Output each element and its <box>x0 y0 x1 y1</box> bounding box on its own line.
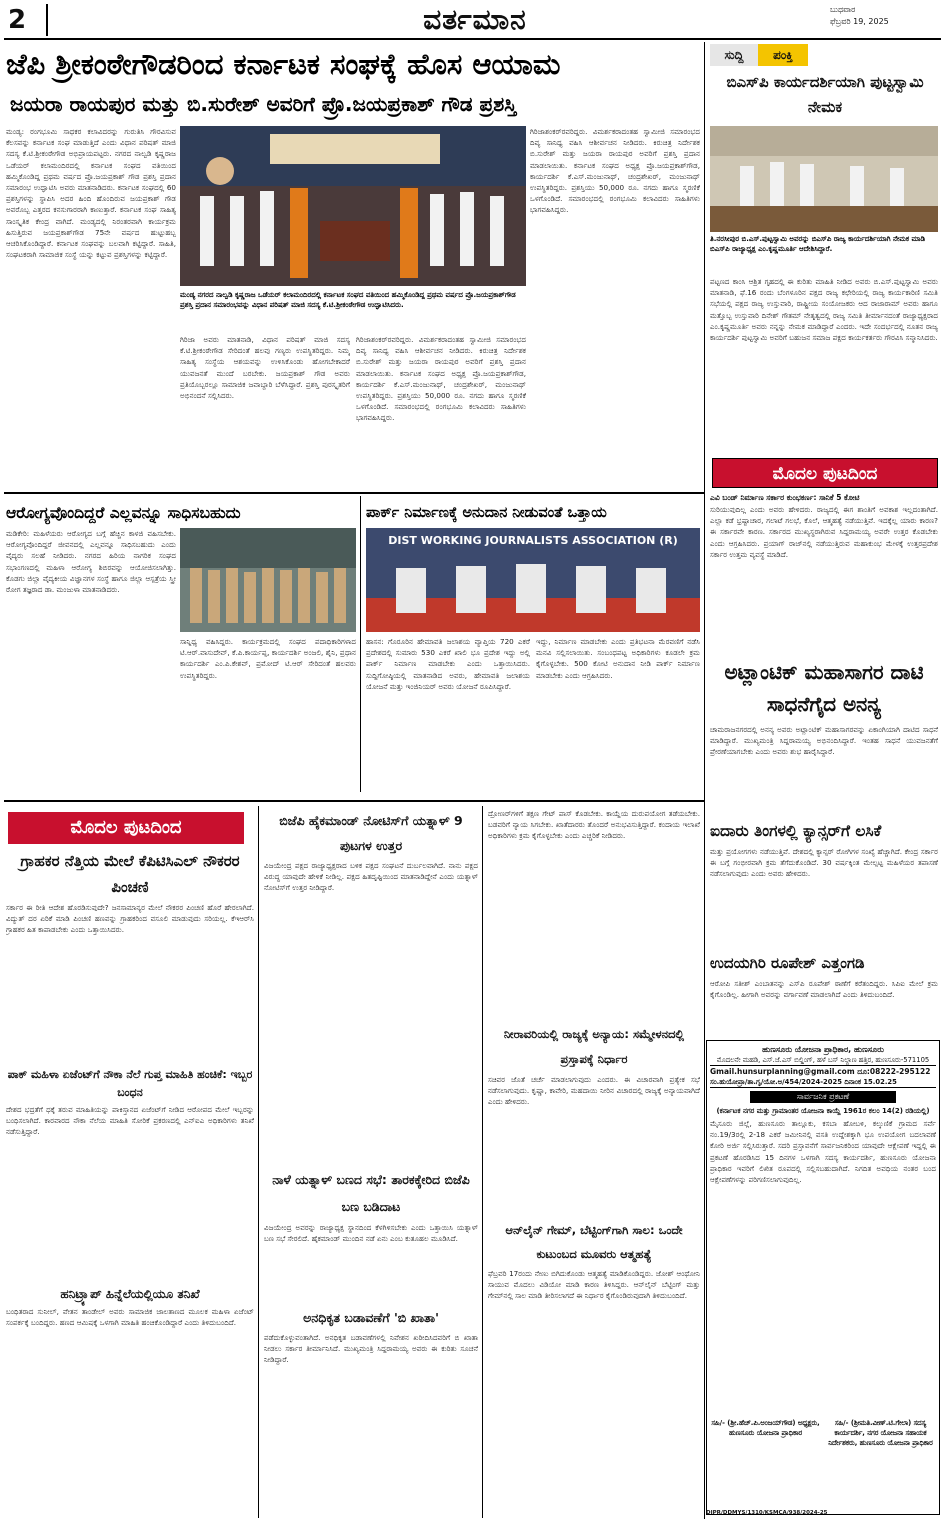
first-page-band-right: ಮೊದಲ ಪುಟದಿಂದ <box>712 458 938 488</box>
yatnal-meeting-headline: ನಾಳೆ ಯತ್ನಾಳ್ ಬಣದ ಸಭೆ: ತಾರಕಕ್ಕೇರಿದ ಬಿಜೆಪಿ ಬಣ ಬಡಿದಾಟ <box>272 1172 470 1214</box>
sidebar-photo-caption: ತಿ.ನರಸೀಪುರ ಬಿ.ಎಸ್.ಪುಟ್ಟಸ್ವಾಮಿ ಅವರನ್ನು ಬಿಎಸ್‌ಪಿ ರಾಜ್ಯ ಕಾರ್ಯದರ್ಶಿಯಾಗಿ ನೇಮಕ ಮಾಡಿ ಬಿಎಸ್‌ಪಿ ರಾಜ್ಯಾಧ್ಯಕ್ಷ ಎಂ.ಕೃಷ್ಣಮೂರ್ತಿ ಆದೇಶಿಸಿದ್ದಾರೆ. <box>710 235 926 253</box>
lead-body-col2: ಗಿರಿಜಾ ಅವರು ಮಾತನಾಡಿ, ವಿಧಾನ ಪರಿಷತ್ ಮಾಜಿ ಸದಸ್ಯ ಕೆ.ಟಿ.ಶ್ರೀಕಂಠೇಗೌಡ ಸೇರಿದಂತೆ ಹಲವು ಗಣ್ಯರು ಉಪಸ್ಥಿತರಿದ್ದರು. ನಿಮ್ಮ ಸಾಹಿತ್ಯ ಸಂಸ್ಥೆಯ ಆಶಯವನ್ನು ಉಳಿಸಿಕೊಂಡು ಹೋಗಬೇಕಾದರೆ ಯುವಜನತೆ ಮುಂದೆ ಬರಬೇಕು. ಜಯಪ್ರಕಾಶ್ ಗೌಡ ಅವರು ಪ್ರತಿಯೊಬ್ಬರಲ್ಲೂ ಸಾಮಾಜಿಕ ಜವಾಬ್ದಾರಿ ಬೆಳೆಸಿದ್ದಾರೆ. ಪ್ರಶಸ್ತಿ ಪುರಸ್ಕೃತರಿಗೆ ಅಭಿನಂದನೆ ಸಲ್ಲಿಸಿದರು. <box>180 335 350 401</box>
public-notice <box>706 1040 940 1515</box>
rupesh-headline: ಉದಯಗಿರಿ ರೂಪೇಶ್ ಎತ್ತಂಗಡಿ <box>710 954 865 972</box>
health-body-col2: ಸಾನ್ನಿಧ್ಯ ವಹಿಸಿದ್ದರು. ಕಾರ್ಯಕ್ರಮದಲ್ಲಿ ಸಂಘದ ಪದಾಧಿಕಾರಿಗಳಾದ ಟಿ.ಆರ್.ವಾಸುದೇವ್, ಕೆ.ಪಿ.ಕಾರ್ಯಪ್ಪ, ಕಾರ್ಯದರ್ಶಿ ಅಂಜಲಿ, ಶೈನಿ, ಪ್ರಧಾನ ಕಾರ್ಯದರ್ಶಿ ಎಂ.ಪಿ.ಕೇಶವ್, ಪ್ರಮೋದ್ ಟಿ.ಆರ್ ಸೇರಿದಂತೆ ಹಲವರು ಉಪಸ್ಥಿತರಿದ್ದರು. <box>180 637 356 680</box>
park-photo <box>366 528 700 632</box>
header-day: ಬುಧವಾರ <box>830 5 856 14</box>
sidebar-label-pankti: ಪಂಕ್ತಿ <box>758 44 808 66</box>
notice-ref: ಸಂ.ಹುಯೋಪ್ರಾ/ತಾ.ಗೃ/ಯೋ.ಅ/454/2024-2025 ದಿನಾಂಕ 15.02.25 <box>710 1077 936 1088</box>
park-body-col1: ಹಾಸನ: ಗೊರೂರಿನ ಹೇಮಾವತಿ ಜಲಾಶಯ ವ್ಯಾಪ್ತಿಯ 720 ಎಕರೆ ಪ್ರದೇಶದಲ್ಲಿ ಸುಮಾರು 530 ಎಕರೆ ಖಾಲಿ ಭೂ ಪ್ರದೇಶ ಇದ್ದು ಅಲ್ಲಿ ಪಾರ್ಕ್ ನಿರ್ಮಾಣ ಮಾಡಬೇಕು ಎಂದು ಒತ್ತಾಯಿಸಿದರು. ಸುದ್ದಿಗೋಷ್ಠಿಯಲ್ಲಿ ಮಾತನಾಡಿದ ಅವರು, ಹೇಮಾವತಿ ಜಲಾಶಯ ಯೋಜನೆ ಮತ್ತು ಇಂಜಿನಿಯರ್ ಅವರು ಯೋಜನೆ ರೂಪಿಸಿದ್ದಾರೆ. <box>366 637 530 691</box>
sidebar-mid-lead-headline: ಎವಿ ಬಂಡ್ ನಿರ್ಮಾಣ ಸರ್ಕಾರ ಕುಂಭಕರ್ಣ: ಸಾನಿಕೆ 5 ಕೋಟಿ <box>710 493 860 502</box>
notice-address: ಮೊದಲನೇ ಮಹಡಿ, ಎಸ್.ಜೆ.ಎಸ್ ಬಿಲ್ಡಿಂಗ್, ಹಳೆ ಬಸ್ ನಿಲ್ದಾಣ ಹತ್ತಿರ, ಹುಣಸೂರು-571105 <box>716 1056 930 1064</box>
health-photo <box>180 528 356 632</box>
park-body-col2: ಇದ್ದು, ನಿರ್ಮಾಣ ಮಾಡಬೇಕು ಎಂದು ಪ್ರತಿಭಟನಾ ಮೆರವಣಿಗೆ ನಡೆಸಿ ಮನವಿ ಸಲ್ಲಿಸಲಾಯಿತು. ಸಂಬಂಧಪಟ್ಟ ಅಧಿಕಾರಿಗಳು ಕೂಡಲೇ ಕ್ರಮ ಕೈಗೊಳ್ಳಬೇಕು. 500 ಕೋಟಿ ಅನುದಾನ ನೀಡಿ ಪಾರ್ಕ್ ನಿರ್ಮಾಣ ಮಾಡಬೇಕು ಎಂದು ಆಗ್ರಹಿಸಿದರು. <box>536 637 700 680</box>
honeytrap-headline: ಹನಿಟ್ರ್ಯಾಪ್ ಹಿನ್ನೆಲೆಯಲ್ಲಿಯೂ ತನಿಖೆ <box>60 1287 200 1301</box>
sidebar-mid-lead-body: ಸುರಿಯುವುದಿಲ್ಲ ಎಂದು ಅವರು ಹೇಳಿದರು. ರಾಜ್ಯದಲ್ಲಿ ಈಗ ಶಾಂತಿಗೆ ಅವಕಾಶ ಇಲ್ಲದಂತಾಗಿದೆ. ಎಲ್ಲಾ ಕಡೆ ಭ್ರಷ್ಟಾಚಾರ, ಗಲಾಟೆ ಗಲಭೆ, ಕೊಲೆ, ಆತ್ಮಹತ್ಯೆ ನಡೆಯುತ್ತಿವೆ. ಇದಕ್ಕೆಲ್ಲ ಯಾರು ಕಾರಣ? ಈ ಸರ್ಕಾರವೇ ಕಾರಣ. ಸರ್ಕಾರದ ಮುಖ್ಯಸ್ಥರಾಗಿರುವ ಸಿದ್ದರಾಮಯ್ಯ ಅವರೇ ಉತ್ತರ ಕೊಡಬೇಕು ಎಂದು ಆಗ್ರಹಿಸಿದರು. ಪ್ರಯಾಗ್ ರಾಜ್‌ನಲ್ಲಿ ನಡೆಯುತ್ತಿರುವ ಮಹಾಕುಂಭ ಮೇಳಕ್ಕೆ ಉತ್ತರಪ್ರದೇಶ ಸರ್ಕಾರ ಉತ್ತಮ ವ್ಯವಸ್ಥೆ ಮಾಡಿದೆ. <box>710 505 938 559</box>
atlantic-body: ಚಾಮರಾಜನಗರದಲ್ಲಿ ಅನನ್ಯ ಅವರು ಅಟ್ಲಾಂಟಿಕ್ ಮಹಾಸಾಗರವನ್ನು ಏಕಾಂಗಿಯಾಗಿ ದಾಟಿದ ಸಾಧನೆ ಮಾಡಿದ್ದಾರೆ. ಮುಖ್ಯಮಂತ್ರಿ ಸಿದ್ದರಾಮಯ್ಯ ಅಭಿನಂದಿಸಿದ್ದಾರೆ. ಇಂತಹ ಸಾಧನೆ ಯುವಜನತೆಗೆ ಪ್ರೇರಣೆಯಾಗಬೇಕು ಎಂದು ಅವರು ಶುಭ ಹಾರೈಸಿದ್ದಾರೆ. <box>710 725 938 757</box>
association-banner-text: DIST WORKING JOURNALISTS ASSOCIATION (R) <box>388 534 678 547</box>
notice-org: ಹುಣಸೂರು ಯೋಜನಾ ಪ್ರಾಧಿಕಾರ, ಹುಣಸೂರು <box>762 1045 884 1054</box>
lead-body-col4: ಗಿರಿಜಾಶಂಕರ್‌ರವರಿದ್ದರು. ವಿಮರ್ಶಕರಾದಂತಹ ಸ್ವಾಮೀಜಿ ಸಮಾರಂಭದ ದಿವ್ಯ ಸಾನಿಧ್ಯ ವಹಿಸಿ ಆಶೀರ್ವಚನ ನೀಡಿದರು. ಕಿರುಚಿತ್ರ ನಿರ್ದೇಶಕ ಬಿ.ಸುರೇಶ್ ಮತ್ತು ಜಯರಾ ರಾಯಪುರ ಅವರಿಗೆ ಪ್ರಶಸ್ತಿ ಪ್ರದಾನ ಮಾಡಲಾಯಿತು. ಕರ್ನಾಟಕ ಸಂಘದ ಅಧ್ಯಕ್ಷ ಪ್ರೊ.ಜಯಪ್ರಕಾಶ್‌ಗೌಡ, ಕಾರ್ಯದರ್ಶಿ ಕೆ.ಎಸ್.ಮಂಜುನಾಥ್, ಚಂದ್ರಶೇಖರ್, ಮಂಜುನಾಥ್ ಉಪಸ್ಥಿತರಿದ್ದರು. ಪ್ರಶಸ್ತಿಯು 50,000 ರೂ. ನಗದು ಹಾಗೂ ಸ್ಮರಣಿಕೆ ಒಳಗೊಂಡಿದೆ. ಸಮಾರಂಭದಲ್ಲಿ ರಂಗಭೂಮಿ ಕಲಾವಿದರು ಸಾಹಿತಿಗಳು ಭಾಗವಹಿಸಿದ್ದರು. <box>530 127 700 215</box>
masthead: ವರ್ತಮಾನ <box>423 3 527 36</box>
pension-headline: ಗ್ರಾಹಕರ ನೆತ್ತಿಯ ಮೇಲೆ ಕೆಪಿಟಿಸಿಎಲ್ ನೌಕರರ ಪಿಂಚಣಿ <box>20 852 240 896</box>
b-khata-headline: ಅನಧಿಕೃತ ಬಡಾವಣೆಗೆ 'ಬಿ ಖಾತಾ' <box>303 1310 439 1325</box>
notice-subtitle: (ಕರ್ನಾಟಕ ನಗರ ಮತ್ತು ಗ್ರಾಮಾಂತರ ಯೋಜನಾ ಕಾಯ್ದೆ 1961ರ ಕಲಂ 14(2) ರಡಿಯಲ್ಲಿ) <box>716 1107 930 1115</box>
women-group-photo <box>180 528 356 632</box>
notice-signature-1: ಸಹಿ/- (ಶ್ರೀ.ಹೆಚ್.ಪಿ.ಅಂಜಯ್‌ಗೌಡ) ಅಧ್ಯಕ್ಷರು, ಹುಣಸೂರು ಯೋಜನಾ ಪ್ರಾಧಿಕಾರ <box>711 1419 820 1437</box>
lead-photo <box>180 126 526 286</box>
irrigation-body: ಸಚಿವರ ಜೊತೆ ಚರ್ಚೆ ಮಾಡಲಾಗುವುದು ಎಂದರು. ಈ ವಿಚಾರವಾಗಿ ಪ್ರತ್ಯೇಕ ಸಭೆ ನಡೆಸಲಾಗುವುದು. ಕೃಷ್ಣಾ, ಕಾವೇರಿ, ಮಹದಾಯಿ ನೀರಿನ ವಿಚಾರದಲ್ಲಿ ರಾಜ್ಯಕ್ಕೆ ಅನ್ಯಾಯವಾಗಿದೆ ಎಂದು ಹೇಳಿದರು. <box>488 1075 700 1107</box>
lead-body-col1: ಮಂಡ್ಯ: ರಂಗಭೂಮಿ ಸಾಧಕರ ಕಲಾವಿದರನ್ನು ಗುರುತಿಸಿ ಗೌರವಿಸುವ ಕೆಲಸವನ್ನು ಕರ್ನಾಟಕ ಸಂಘ ಮಾಡುತ್ತಿದೆ ಎಂದು ವಿಧಾನ ಪರಿಷತ್ ಮಾಜಿ ಸದಸ್ಯ ಕೆ.ಟಿ.ಶ್ರೀಕಂಠೇಗೌಡ ಅಭಿಪ್ರಾಯಪಟ್ಟರು. ನಗರದ ನಾಲ್ವಡಿ ಕೃಷ್ಣರಾಜ ಒಡೆಯರ್ ಕಲಾಮಂದಿರದಲ್ಲಿ ಕರ್ನಾಟಕ ಸಂಘದ ವತಿಯಿಂದ ಹಮ್ಮಿಕೊಂಡಿದ್ದ ಪ್ರಥಮ ವರ್ಷದ ಪ್ರೊ.ಜಯಪ್ರಕಾಶ್ ಗೌಡ ಪ್ರಶಸ್ತಿ ಪ್ರದಾನ ಸಮಾರಂಭ ಉದ್ಘಾಟಿಸಿ ಅವರು ಮಾತನಾಡಿದರು. ಕರ್ನಾಟಕ ಸಂಘದಲ್ಲಿ 60 ಪ್ರಶಸ್ತಿಗಳನ್ನು ಸ್ಥಾಪಿಸಿ ಅದರ ಹಿಂದಿ ಹೊಂದಿರುವ ಜಯಪ್ರಕಾಶ್ ಗೌಡ ಅವರೊಬ್ಬ ಎತ್ತರದ ಕನಸುಗಾರರಾಗಿ ಕಾಣುತ್ತಾರೆ. ಕರ್ನಾಟಕ ಸಂಘ ಸಾಹಿತ್ಯ ಸಾಂಸ್ಕೃತಿಕ ಕೇಂದ್ರ ವಾಗಿದೆ. ಮಂಡ್ಯದಲ್ಲಿ ನಿರಂತರವಾಗಿ ಕಾರ್ಯಕ್ರಮ ಹಿಸುತ್ತಿರುವ ಜಯಪ್ರಕಾಶ್‌ಗೌಡ 75ನೇ ವರ್ಷದ ಹುಟ್ಟುಹಬ್ಬ ಆಚರಿಸಿಕೊಂಡಿದ್ದಾರೆ. ಕರ್ನಾಟಕ ಸಂಘವನ್ನು ಬಲವಾಗಿ ಕಟ್ಟಿದ್ದಾರೆ. ಸಾಹಿತಿ, ಸಂಘಟಕರಾಗಿ ಸಾಮಾಜಿಕ ಸಂಸ್ಥೆ ಯನ್ನು ಕಟ್ಟುವ ಪ್ರಶಸ್ತಿಗಳನ್ನು ಕಟ್ಟಿದ್ದಾರೆ. <box>6 127 176 260</box>
bottom-top-rule <box>4 800 704 802</box>
header-rule <box>4 38 941 40</box>
page-number: 2 <box>8 4 48 36</box>
bsp-meeting-photo <box>710 126 938 232</box>
khata-continued-body: ದ್ರೋಣರ್‌ಗಳಿಗೆ ತಕ್ಷಣ ಗೇಟ್ ಪಾಸ್ ಕೊಡಬೇಕು. ಕಾಯ್ದೆಯ ದುರುಪಯೋಗ ತಡೆಯಬೇಕು. ಬಡವರಿಗೆ ನ್ಯಾಯ ಸಿಗಬೇಕು. ಖಾತೆದಾರರು ತೊಂದರೆ ಅನುಭವಿಸುತ್ತಿದ್ದಾರೆ. ಕಂದಾಯ ಇಲಾಖೆ ಅಧಿಕಾರಿಗಳು ಕ್ರಮ ಕೈಗೊಳ್ಳಬೇಕು ಎಂದು ಎಚ್ಚರಿಕೆ ನೀಡಿದರು. <box>488 809 700 841</box>
online-game-body: ಫೆಬ್ರವರಿ 17ರಂದು ನೇಣು ಬಿಗಿದುಕೊಂಡು ಆತ್ಮಹತ್ಯೆ ಮಾಡಿಕೊಂಡಿದ್ದರು. ಜೋಶ್ ಆಂಥೋನಿ ಸಾಯುವ ಮೊದಲು ವಿಡಿಯೋ ಮಾಡಿ ಕಾರಣ ತಿಳಿಸಿದ್ದರು. ಆನ್‌ಲೈನ್ ಬೆಟ್ಟಿಂಗ್ ಮತ್ತು ಗೇಮ್‌ನಲ್ಲಿ ಸಾಲ ಮಾಡಿ ತೀರಿಸಲಾಗದೆ ಈ ನಿರ್ಧಾರ ಕೈಗೊಂಡಿರುವುದಾಗಿ ತಿಳಿದುಬಂದಿದೆ. <box>488 1269 700 1301</box>
health-headline: ಆರೋಗ್ಯವೊಂದಿದ್ದರೆ ಎಲ್ಲವನ್ನೂ ಸಾಧಿಸಬಹುದು <box>6 504 241 522</box>
b-khata-body: ಪಡೆದುಕೊಳ್ಳುವಂತಾಗಿದೆ. ಅನಧಿಕೃತ ಬಡಾವಣೆಗಳಲ್ಲಿ ನಿವೇಶನ ಖರೀದಿಸಿದವರಿಗೆ ಬಿ ಖಾತಾ ನೀಡಲು ಸರ್ಕಾರ ತೀರ್ಮಾನಿಸಿದೆ. ಮುಖ್ಯಮಂತ್ರಿ ಸಿದ್ದರಾಮಯ್ಯ ಅವರು ಈ ಕುರಿತು ಸೂಚನೆ ನೀಡಿದ್ದಾರೆ. <box>264 1333 478 1365</box>
yatnal-meeting-body: ವಿಜಯೇಂದ್ರ ಅವರನ್ನು ರಾಜ್ಯಾಧ್ಯಕ್ಷ ಸ್ಥಾನದಿಂದ ಕೆಳಗಿಳಿಸಬೇಕು ಎಂದು ಒತ್ತಾಯಿಸಿ ಯತ್ನಾಳ್ ಬಣ ಸಭೆ ಸೇರಲಿದೆ. ಹೈಕಮಾಂಡ್ ಮುಂದಿನ ನಡೆ ಏನು ಎಂಬ ಕುತೂಹಲ ಮೂಡಿಸಿದೆ. <box>264 1223 478 1244</box>
header-date: ಫೆಬ್ರವರಿ 19, 2025 <box>830 17 889 26</box>
atlantic-headline: ಅಟ್ಲಾಂಟಿಕ್ ಮಹಾಸಾಗರ ದಾಟಿ ಸಾಧನೆಗೈದ ಅನನ್ಯ <box>724 660 924 716</box>
sidebar-body: ಪಟ್ಟಣದ ಕಾಂಸಿ ಆಶ್ರಿತ ಗೃಹದಲ್ಲಿ ಈ ಕುರಿತು ಮಾಹಿತಿ ನೀಡಿದ ಅವರು ಬಿ.ಎಸ್.ಪುಟ್ಟಸ್ವಾಮಿ ಅವರು ಮಾತನಾಡಿ, ಫೆ.16 ರಂದು ಬೆಂಗಳೂರಿನ ಪಕ್ಷದ ರಾಜ್ಯ ಕಛೇರಿಯಲ್ಲಿ ರಾಜ್ಯ ಕಾರ್ಯಕಾರಿಣಿ ಸಮಿತಿ ಸಭೆಯಲ್ಲಿ ಪಕ್ಷದ ರಾಜ್ಯ ಉಸ್ತುವಾರಿ, ರಾಷ್ಟ್ರೀಯ ಸಂಯೋಜಕರು ಆದ ರಾಜಾರಾಮ್ ಅವರು ಹಾಗೂ ಮತ್ತೊಬ್ಬ ಉಸ್ತುವಾರಿ ದಿನೇಶ್ ಗೌತಮ್ ನೇತೃತ್ವದಲ್ಲಿ ರಾಜ್ಯ ಸಮಿತಿ ತೀರ್ಮಾನದಂತೆ ರಾಜ್ಯಾಧ್ಯಕ್ಷರಾದ ಎಂ.ಕೃಷ್ಣಮೂರ್ತಿ ಅವರು ನನ್ನನ್ನು ನೇಮಕ ಮಾಡಿದ್ದಾರೆ ಎಂದರು. ಇದೇ ಸಂದರ್ಭದಲ್ಲಿ ನೂತನ ರಾಜ್ಯ ಕಾರ್ಯದರ್ಶಿ ಪುಟ್ಟಸ್ವಾಮಿ ಅವರಿಗೆ ಬಹುಜನ ಸಮಾಜ ಪಕ್ಷದ ಕಾರ್ಯಕರ್ತರು ಗೌರವಿಸಿ ಸನ್ಮಾನಿಸಿದರು. <box>710 277 938 343</box>
notice-title: ಸಾರ್ವಜನಿಕ ಪ್ರಕಟಣೆ <box>750 1091 896 1103</box>
pension-body: ಸರ್ಕಾರ ಈ ರೀತಿ ಆದೇಶ ಹೊರಡಿಸುವುದೇ? ಜನಸಾಮಾನ್ಯರ ಮೇಲೆ ನೌಕರರ ಪಿಂಚಣಿ ಹೊರೆ ಹೇರಲಾಗಿದೆ. ವಿದ್ಯುತ್ ದರ ಏರಿಕೆ ಮಾಡಿ ಪಿಂಚಣಿ ಹಣವನ್ನು ಗ್ರಾಹಕರಿಂದ ವಸೂಲಿ ಮಾಡುವುದು ಸರಿಯಲ್ಲ. ಕೆಇಆರ್‌ಸಿ ಗ್ರಾಹಕರ ಹಿತ ಕಾಪಾಡಬೇಕು ಎಂದು ಒತ್ತಾಯಿಸಿದರು. <box>6 903 254 935</box>
cancer-body: ಮತ್ತು ಪ್ರಯೋಗಗಳು ನಡೆಯುತ್ತಿವೆ. ದೇಶದಲ್ಲಿ ಕ್ಯಾನ್ಸರ್ ರೋಗಿಗಳ ಸಂಖ್ಯೆ ಹೆಚ್ಚಾಗಿದೆ. ಕೇಂದ್ರ ಸರ್ಕಾರ ಈ ಬಗ್ಗೆ ಗಂಭೀರವಾಗಿ ಕ್ರಮ ತೆಗೆದುಕೊಂಡಿದೆ. 30 ವರ್ಷಕ್ಕಿಂತ ಮೇಲ್ಪಟ್ಟ ಮಹಿಳೆಯರ ತಪಾಸಣೆ ನಡೆಸಲಾಗುವುದು ಎಂದು ಅವರು ಹೇಳಿದರು. <box>710 847 938 879</box>
award-ceremony-photo <box>180 126 526 286</box>
lead-headline: ಜೆಪಿ ಶ್ರೀಕಂಠೇಗೌಡರಿಂದ ಕರ್ನಾಟಕ ಸಂಘಕ್ಕೆ ಹೊಸ ಆಯಾಮ <box>6 47 561 81</box>
park-headline: ಪಾರ್ಕ್ ನಿರ್ಮಾಣಕ್ಕೆ ಅನುದಾನ ನೀಡುವಂತೆ ಒತ್ತಾಯ <box>366 505 607 521</box>
yatnal-headline: ಬಿಜೆಪಿ ಹೈಕಮಾಂಡ್ ನೋಟಿಸ್‌ಗೆ ಯತ್ನಾಳ್ 9 ಪುಟಗಳ ಉತ್ತರ <box>279 813 463 853</box>
row2-top-rule <box>4 492 704 494</box>
yatnal-body: ವಿಜಯೇಂದ್ರ ಪಕ್ಷದ ರಾಜ್ಯಾಧ್ಯಕ್ಷರಾದ ಬಳಿಕ ಪಕ್ಷದ ಸಂಘಟನೆ ದುರ್ಬಲವಾಗಿದೆ. ನಾನು ಪಕ್ಷದ ವಿರುದ್ಧ ಯಾವುದೇ ಹೇಳಿಕೆ ನೀಡಿಲ್ಲ. ಪಕ್ಷದ ಹಿತದೃಷ್ಟಿಯಿಂದ ಮಾತನಾಡಿದ್ದೇನೆ ಎಂದು ಯತ್ನಾಳ್ ನೋಟಿಸ್‌ಗೆ ಉತ್ತರ ನೀಡಿದ್ದಾರೆ. <box>264 861 478 893</box>
bottom-divider-1 <box>258 806 259 1518</box>
espionage-body: ದೇಶದ ಭದ್ರತೆಗೆ ಧಕ್ಕೆ ತರುವ ಮಾಹಿತಿಯನ್ನು ಪಾಕಿಸ್ತಾನದ ಏಜೆಂಟ್‌ಗೆ ನೀಡಿದ ಆರೋಪದ ಮೇಲೆ ಇಬ್ಬರನ್ನು ಬಂಧಿಸಲಾಗಿದೆ. ಕಾರವಾರದ ನೌಕಾ ನೆಲೆಯ ಮಾಹಿತಿ ಸೋರಿಕೆ ಪ್ರಕರಣದಲ್ಲಿ ಎನ್‌ಐಎ ಅಧಿಕಾರಿಗಳು ತನಿಖೆ ನಡೆಸುತ್ತಿದ್ದಾರೆ. <box>6 1105 254 1137</box>
honeytrap-body: ಬಂಧಿತರಾದ ಸುನೀಲ್, ವೇತನ ತಾಂಡೇಲ್ ಅವರು ಸಾಮಾಜಿಕ ಜಾಲತಾಣದ ಮೂಲಕ ಮಹಿಳಾ ಏಜೆಂಟ್ ಸಂಪರ್ಕಕ್ಕೆ ಬಂದಿದ್ದರು. ಹಣದ ಆಮಿಷಕ್ಕೆ ಒಳಗಾಗಿ ಮಾಹಿತಿ ಹಂಚಿಕೊಂಡಿದ್ದಾರೆ ಎಂದು ತಿಳಿದುಬಂದಿದೆ. <box>6 1307 254 1328</box>
online-game-headline: ಆನ್‌ಲೈನ್ ಗೇಮ್, ಬೆಟ್ಟಿಂಗ್‌ಗಾಗಿ ಸಾಲ: ಒಂದೇ ಕುಟುಂಬದ ಮೂವರು ಆತ್ಮಹತ್ಯೆ <box>505 1223 683 1261</box>
column-divider <box>704 42 705 1519</box>
sidebar-headline: ಬಿಎಸ್‌ಪಿ ಕಾರ್ಯದರ್ಶಿಯಾಗಿ ಪುಟ್ಟಸ್ವಾಮಿ ನೇಮಕ <box>726 73 924 116</box>
dipr-code: DIPR/DDMYS/1310/KSMCA/938/2024-25 <box>706 1510 828 1516</box>
irrigation-headline: ನೀರಾವರಿಯಲ್ಲಿ ರಾಜ್ಯಕ್ಕೆ ಅನ್ಯಾಯ: ಸಮ್ಮೇಳನದಲ್ಲಿ ಪ್ರಸ್ತಾಪಕ್ಕೆ ನಿರ್ಧಾರ <box>503 1027 685 1066</box>
first-page-band-left: ಮೊದಲ ಪುಟದಿಂದ <box>8 812 244 844</box>
lead-subheadline: ಜಯರಾ ರಾಯಪುರ ಮತ್ತು ಬಿ.ಸುರೇಶ್ ಅವರಿಗೆ ಪ್ರೊ.ಜಯಪ್ರಕಾಶ್ ಗೌಡ ಪ್ರಶಸ್ತಿ <box>10 92 517 116</box>
bottom-divider-2 <box>482 806 483 1518</box>
sidebar-photo <box>710 126 938 232</box>
row2-mid-divider <box>360 496 361 792</box>
health-body-col1: ಮಡಿಕೇರಿ: ಮಹಿಳೆಯರು ಆರೋಗ್ಯದ ಬಗ್ಗೆ ಹೆಚ್ಚಿನ ಕಾಳಜಿ ವಹಿಸಬೇಕು. ಆರೋಗ್ಯವೊಂದಿದ್ದರೆ ಜೀವನದಲ್ಲಿ ಎಲ್ಲವನ್ನೂ ಸಾಧಿಸಬಹುದು ಎಂದು ವೈದ್ಯರು ಸಲಹೆ ನೀಡಿದರು. ನಗರದ ಹಿರಿಯ ನಾಗರಿಕ ಸಂಘದ ಸಭಾಂಗಣದಲ್ಲಿ ಮಹಿಳಾ ಆರೋಗ್ಯ ಶಿಬಿರವನ್ನು ಆಯೋಜಿಸಲಾಗಿತ್ತು. ಕೊಡಗು ಜಿಲ್ಲಾ ವೈದ್ಯಕೀಯ ವಿಜ್ಞಾನಗಳ ಸಂಸ್ಥೆ ಹಾಗೂ ಜಿಲ್ಲಾ ಆಸ್ಪತ್ರೆಯ ಸ್ತ್ರೀ ರೋಗ ತಜ್ಞರಾದ ಡಾ. ಮಂಜುಳಾ ಮಾತನಾಡಿದರು. <box>6 529 176 595</box>
rupesh-body: ಆರೋಪಿ ಸತೀಶ್ ಎಂಬಾತನನ್ನು ಎಸ್‌ಪಿ ರೂಪೇಶ್ ಠಾಣೆಗೆ ಕರೆತಂದಿದ್ದರು. ಸಿಪಿಐ ಮೇಲೆ ಕ್ರಮ ಕೈಗೊಂಡಿಲ್ಲ. ಹೀಗಾಗಿ ಅವರನ್ನು ವರ್ಗಾವಣೆ ಮಾಡಲಾಗಿದೆ ಎಂದು ತಿಳಿದುಬಂದಿದೆ. <box>710 979 938 1000</box>
lead-photo-caption: ಮಂಡ್ಯ ನಗರದ ನಾಲ್ವಡಿ ಕೃಷ್ಣರಾಜ ಒಡೆಯರ್ ಕಲಾಮಂದಿರದಲ್ಲಿ ಕರ್ನಾಟಕ ಸಂಘದ ವತಿಯಿಂದ ಹಮ್ಮಿಕೊಂಡಿದ್ದ ಪ್ರಥಮ ವರ್ಷದ ಪ್ರೊ.ಜಯಪ್ರಕಾಶ್‌ಗೌಡ ಪ್ರಶಸ್ತಿ ಪ್ರದಾನ ಸಮಾರಂಭವನ್ನು ವಿಧಾನ ಪರಿಷತ್ ಮಾಜಿ ಸದಸ್ಯ ಕೆ.ಟಿ.ಶ್ರೀಕಂಠೇಗೌಡ ಉದ್ಘಾಟಿಸಿದರು. <box>180 291 516 309</box>
lead-body-col3: ಗಿರಿಜಾಶಂಕರ್‌ರವರಿದ್ದರು. ವಿಮರ್ಶಕರಾದಂತಹ ಸ್ವಾಮೀಜಿ ಸಮಾರಂಭದ ದಿವ್ಯ ಸಾನಿಧ್ಯ ವಹಿಸಿ ಆಶೀರ್ವಚನ ನೀಡಿದರು. ಕಿರುಚಿತ್ರ ನಿರ್ದೇಶಕ ಬಿ.ಸುರೇಶ್ ಮತ್ತು ಜಯರಾ ರಾಯಪುರ ಅವರಿಗೆ ಪ್ರಶಸ್ತಿ ಪ್ರದಾನ ಮಾಡಲಾಯಿತು. ಕರ್ನಾಟಕ ಸಂಘದ ಅಧ್ಯಕ್ಷ ಪ್ರೊ.ಜಯಪ್ರಕಾಶ್‌ಗೌಡ, ಕಾರ್ಯದರ್ಶಿ ಕೆ.ಎಸ್.ಮಂಜುನಾಥ್, ಚಂದ್ರಶೇಖರ್, ಮಂಜುನಾಥ್ ಉಪಸ್ಥಿತರಿದ್ದರು. ಪ್ರಶಸ್ತಿಯು 50,000 ರೂ. ನಗದು ಹಾಗೂ ಸ್ಮರಣಿಕೆ ಒಳಗೊಂಡಿದೆ. ಸಮಾರಂಭದಲ್ಲಿ ರಂಗಭೂಮಿ ಕಲಾವಿದರು ಸಾಹಿತಿಗಳು ಭಾಗವಹಿಸಿದ್ದರು. <box>356 335 526 423</box>
cancer-headline: ಐದಾರು ತಿಂಗಳಲ್ಲಿ ಕ್ಯಾನ್ಸರ್‌ಗೆ ಲಸಿಕೆ <box>710 822 882 840</box>
espionage-headline: ಪಾಕ್ ಮಹಿಳಾ ಏಜೆಂಟ್‌ಗೆ ನೌಕಾ ನೆಲೆ ಗುಪ್ತ ಮಾಹಿತಿ ಹಂಚಿಕೆ: ಇಬ್ಬರ ಬಂಧನ <box>7 1068 253 1099</box>
notice-body: ಮೈಸೂರು ಜಿಲ್ಲೆ, ಹುಣಸೂರು ತಾಲ್ಲೂಕು, ಕಸಬಾ ಹೋಬಳಿ, ಕಲ್ಕುಣಿಕೆ ಗ್ರಾಮದ ಸರ್ವೆ ನಂ.19/3ರಲ್ಲಿ 2-18 ಎಕರೆ ಜಮೀನಿನಲ್ಲಿ ವಸತಿ ಉದ್ದೇಶಕ್ಕಾಗಿ ಭೂ ಉಪಯೋಗ ಬದಲಾವಣೆ ಕೋರಿ ಅರ್ಜಿ ಸಲ್ಲಿಸಿರುತ್ತಾರೆ. ಸದರಿ ಪ್ರಸ್ತಾವನೆಗೆ ಸಾರ್ವಜನಿಕರಿಂದ ಯಾವುದೇ ಆಕ್ಷೇಪಣೆ ಇದ್ದಲ್ಲಿ ಈ ಪ್ರಕಟಣೆ ಹೊರಡಿಸಿದ 15 ದಿನಗಳ ಒಳಗಾಗಿ ಸದಸ್ಯ ಕಾರ್ಯದರ್ಶಿ, ಹುಣಸೂರು ಯೋಜನಾ ಪ್ರಾಧಿಕಾರ ಇವರಿಗೆ ಲಿಖಿತ ರೂಪದಲ್ಲಿ ಸಲ್ಲಿಸಬಹುದಾಗಿದೆ. ನಿಗದಿತ ಅವಧಿಯ ನಂತರ ಬಂದ ಆಕ್ಷೇಪಣೆಗಳನ್ನು ಪರಿಗಣಿಸಲಾಗುವುದಿಲ್ಲ. <box>710 1119 936 1185</box>
notice-signature-2: ಸಹಿ/- (ಶ್ರೀಮತಿ.ವೀಣ್.ಟಿ.ಗೇಲಾ) ಸದಸ್ಯ ಕಾರ್ಯದರ್ಶಿ, ನಗರ ಯೋಜನಾ ಸಹಾಯಕ ನಿರ್ದೇಶಕರು, ಹುಣಸೂರು ಯೋಜನಾ ಪ್ರಾಧಿಕಾರ <box>828 1419 933 1447</box>
sidebar-label-suddi: ಸುದ್ದಿ <box>710 44 758 66</box>
notice-contact: Gmail.hunsurplanning@gmail.com ದೂ:08222-295122 <box>710 1065 936 1077</box>
